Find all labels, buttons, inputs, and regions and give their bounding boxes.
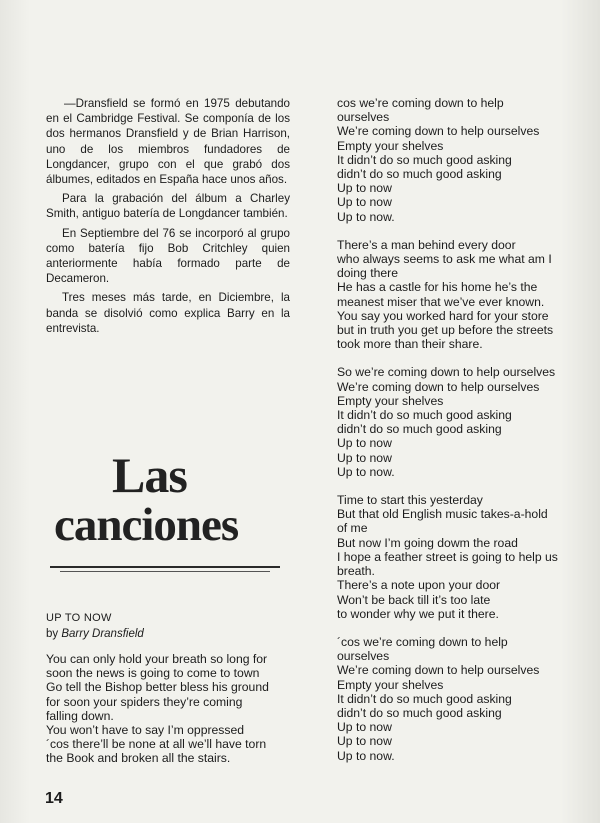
lyric-line: Won’t be back till it’s too late	[337, 592, 491, 607]
lyric-line: So we’re coming down to help ourselves	[337, 365, 556, 380]
lyric-line: didn’t do so much good asking	[337, 705, 502, 720]
lyric-line: meanest miser that we’ve ever known.	[337, 294, 545, 309]
page-number: 14	[45, 790, 63, 807]
lyric-line: Up to now	[337, 734, 392, 749]
intro-paragraph: En Septiembre del 76 se incorporó al grupo como batería fijo Bob Critchley quien anteriormente había formado parte de Decameron.	[46, 226, 290, 286]
lyric-line: cos we’re coming down to help	[337, 96, 504, 110]
lyric-line: It didn’t do so much good asking	[337, 691, 512, 706]
lyric-line: didn’t do so much good asking	[337, 167, 502, 182]
lyric-line: You say you worked hard for your store	[337, 308, 549, 323]
lyric-line: to wonder why we put it there.	[337, 606, 499, 621]
lyric-line: Up to now	[337, 195, 392, 210]
heading-line-1: Las	[112, 447, 187, 503]
song-byline	[46, 628, 144, 640]
lyric-line: Up to now	[337, 181, 392, 196]
lyric-line: He has a castle for his home he’s the	[337, 280, 538, 295]
lyric-line: didn’t do so much good asking	[337, 422, 502, 437]
lyric-line: ourselves	[337, 110, 390, 125]
lyric-line: Up to now	[337, 450, 392, 465]
lyric-line: Empty your shelves	[337, 677, 444, 692]
lyric-line: Time to start this yesterday	[337, 493, 483, 508]
lyric-line: doing there	[337, 266, 398, 281]
lyric-line: There’s a man behind every door	[337, 237, 516, 252]
lyric-stanza	[337, 238, 577, 352]
lyric-line: There’s a note upon your door	[337, 578, 501, 593]
lyric-line: falling down.	[46, 708, 114, 723]
lyric-line: Up to now.	[337, 748, 395, 763]
heading-line-2: canciones	[54, 499, 239, 551]
lyric-line: but in truth you get up before the streets	[337, 323, 554, 338]
lyric-line: Up to now	[337, 436, 392, 451]
lyric-line: took more than their share.	[337, 337, 483, 352]
heading-rule	[50, 566, 280, 568]
lyric-line: for soon your spiders they’re coming	[46, 694, 243, 709]
lyric-line: We’re coming down to help ourselves	[337, 124, 540, 139]
intro-column	[46, 96, 290, 340]
song-author: Barry Dransfield	[61, 628, 144, 640]
intro-paragraph: —Dransfield se formó en 1975 debutando en el Cambridge Festival. Se componía de los dos hermanos Dransfield y de Brian Harrison, uno de los miembros fundadores de Longdancer, grupo con el que grabó dos álbumes, editados en España hace unos años.	[46, 97, 290, 187]
song-title: UP TO NOW	[46, 612, 112, 624]
lyric-line: Up to now.	[337, 209, 395, 224]
lyric-line: of me	[337, 521, 368, 536]
lyric-line: We’re coming down to help ourselves	[337, 663, 540, 678]
lyric-stanza	[337, 493, 577, 621]
lyric-stanza	[337, 635, 577, 763]
lyric-line: who always seems to ask me what am I	[337, 252, 552, 267]
lyric-line: But that old English music takes-a-hold	[337, 507, 548, 522]
lyric-line: Empty your shelves	[337, 138, 444, 153]
intro-paragraph: Para la grabación del álbum a Charley Smith, antiguo batería de Longdancer también.	[46, 192, 290, 221]
lyric-line: I hope a feather street is going to help us	[337, 549, 558, 564]
lyric-line: ´cos there’ll be none at all we’ll have torn	[46, 737, 267, 752]
lyric-line: the Book and broken all the stairs.	[46, 751, 231, 766]
lyrics-right	[337, 96, 577, 777]
lyric-line: ourselves	[337, 649, 390, 664]
lyric-line: It didn’t do so much good asking	[337, 408, 512, 423]
heading-rule-thin	[60, 571, 270, 572]
lyric-line: soon the news is going to come to town	[46, 666, 260, 681]
lyric-stanza	[337, 96, 577, 224]
lyric-line: But now I’m going dowm the road	[337, 535, 518, 550]
lyric-line: Go tell the Bishop better bless his ground	[46, 680, 269, 695]
lyric-line: ´cos we’re coming down to help	[337, 634, 508, 649]
lyric-line: Empty your shelves	[337, 393, 444, 408]
lyric-line: We’re coming down to help ourselves	[337, 379, 540, 394]
lyric-line: breath.	[337, 564, 375, 579]
byline-prefix: by	[46, 628, 59, 640]
lyric-line: Up to now.	[337, 464, 395, 479]
lyric-line: It didn’t do so much good asking	[337, 152, 512, 167]
lyrics-left	[46, 652, 296, 766]
section-heading	[48, 447, 288, 551]
intro-paragraph: Tres meses más tarde, en Diciembre, la banda se disolvió como explica Barry en la entrevista.	[46, 291, 290, 335]
lyric-line: You won’t have to say I’m oppressed	[46, 723, 245, 738]
lyric-stanza	[337, 365, 577, 479]
lyric-line: You can only hold your breath so long for	[46, 652, 268, 666]
lyric-line: Up to now	[337, 720, 392, 735]
